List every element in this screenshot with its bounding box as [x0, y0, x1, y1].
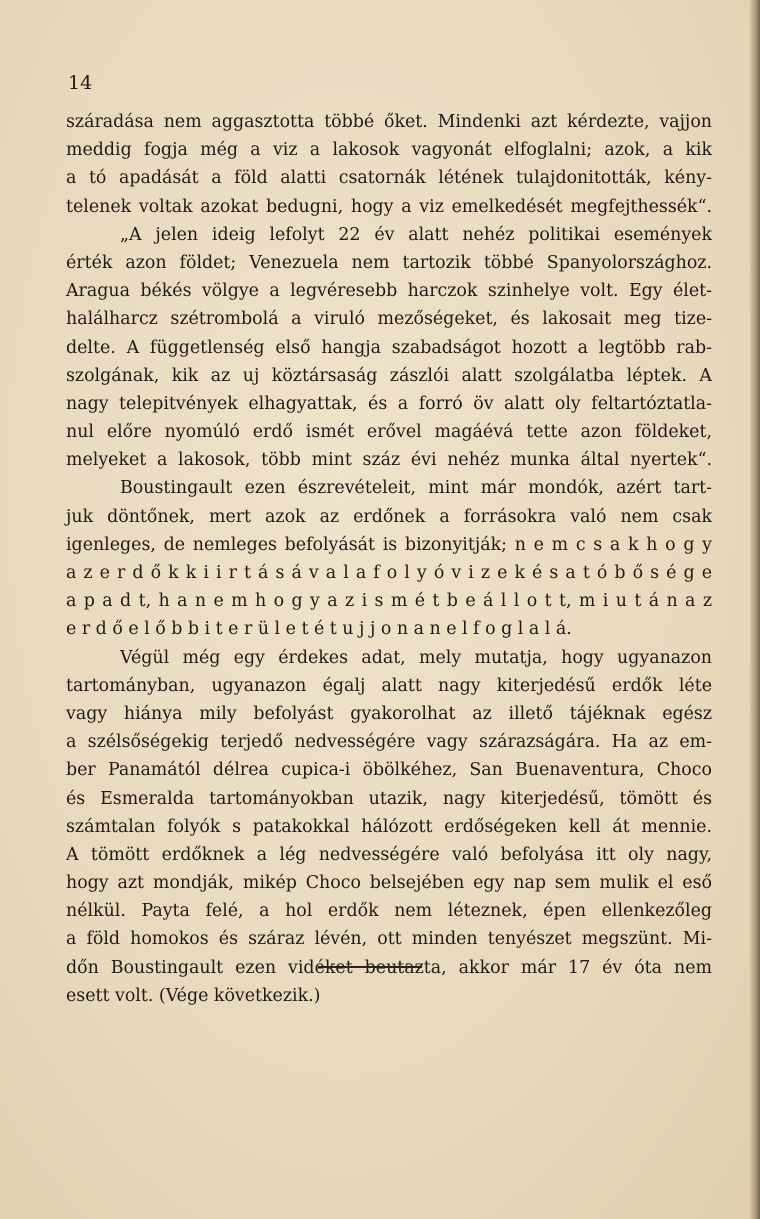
text-line: a föld homokos és száraz lévén, ott minden tenyészet megszünt. Mi- — [66, 929, 712, 950]
text-line: delte. A függetlenség első hangja szabadságot hozott a legtöbb rab- — [66, 337, 712, 358]
text-line: Végül még egy érdekes adat, mely mutatja, hogy ugyanazon — [120, 647, 712, 668]
text-line: nul előre nyomúló erdő ismét erővel magáévá tette azon földeket, — [66, 422, 712, 443]
text-line: ber Panamától délrea cupica-i öbölkéhez, San Buenaventura, Choco — [66, 760, 712, 781]
text-line: telenek voltak azokat bedugni, hogy a viz emelkedését megfejthessék“. — [66, 196, 712, 217]
text-line: a z e r d ő k k i i r t á s á v a l a f o l y ó v i z e k é s a t ó b ő s é g e — [66, 563, 712, 583]
text-line: A tömött erdőknek a lég nedvességére való befolyása itt oly nagy, — [66, 844, 712, 865]
text-line: száradása nem aggasztotta többé őket. Mindenki azt kérdezte, vajjon — [66, 112, 712, 132]
text-line: esett volt. (Vége következik.) — [66, 985, 321, 1006]
text-line: és Esmeralda tartományokban utazik, nagy kiterjedésű, tömött és — [66, 788, 712, 809]
text-line: nélkül. Payta felé, a hol erdők nem léteznek, épen ellenkezőleg — [66, 901, 712, 922]
text-line: „A jelen ideig lefolyt 22 év alatt nehéz politikai események — [120, 224, 712, 245]
text-line: a tó apadását a föld alatti csatornák létének tulajdonitották, kény- — [66, 168, 712, 189]
text-line: igenleges, de nemleges befolyását is bizonyitják; n e m c s a k h o g y — [66, 534, 712, 555]
text-line: melyeket a lakosok, több mint száz évi nehéz munka által nyertek“. — [66, 450, 712, 471]
text-line: nagy telepitvények elhagyattak, és a forró öv alatt oly feltartóztatla- — [66, 393, 712, 414]
text-line: a szélsőségekig terjedő nedvességére vagy szárazságára. Ha az em- — [66, 732, 712, 753]
page-number: 14 — [68, 72, 93, 94]
page-edge — [750, 0, 760, 1219]
section-separator-rule — [318, 966, 422, 968]
text-line: szolgának, kik az uj köztársaság zászlói alatt szolgálatba léptek. A — [66, 365, 712, 386]
text-line: Boustingault ezen észrevételeit, mint már mondók, azért tart- — [120, 478, 712, 499]
text-line: dőn Boustingault ezen vidéket beutazta, akkor már 17 év óta nem — [66, 957, 712, 978]
text-line: halálharcz szétrombolá a viruló mezőségeket, és lakosait meg tize- — [66, 309, 712, 330]
body-text — [66, 108, 712, 1010]
text-line: számtalan folyók s patakokkal hálózott erdőségeken kell át mennie. — [66, 816, 712, 837]
text-line: tartományban, ugyanazon égalj alatt nagy kiterjedésű erdők léte — [66, 675, 712, 696]
text-line: hogy azt mondják, mikép Choco belsejében egy nap sem mulik el eső — [66, 873, 712, 894]
text-line: e r d ő e l ő b b i t e r ü l e t é t u j j o n a n e l f o g l a l á. — [66, 619, 572, 640]
text-line: Aragua békés völgye a legvéresebb harczok szinhelye volt. Egy élet- — [66, 281, 712, 302]
text-line: a p a d t, h a n e m h o g y a z i s m é t b e á l l o t t, m i u t á n a z — [66, 591, 712, 612]
text-line: juk döntőnek, mert azok az erdőnek a forrásokra való nem csak — [66, 506, 712, 527]
text-line: érték azon földet; Venezuela nem tartozik többé Spanyolországhoz. — [66, 252, 712, 273]
text-line: vagy hiánya mily befolyást gyakorolhat az illető tájéknak egész — [66, 703, 712, 724]
text-line: meddig fogja még a viz a lakosok vagyonát elfoglalni; azok, a kik — [66, 140, 712, 161]
